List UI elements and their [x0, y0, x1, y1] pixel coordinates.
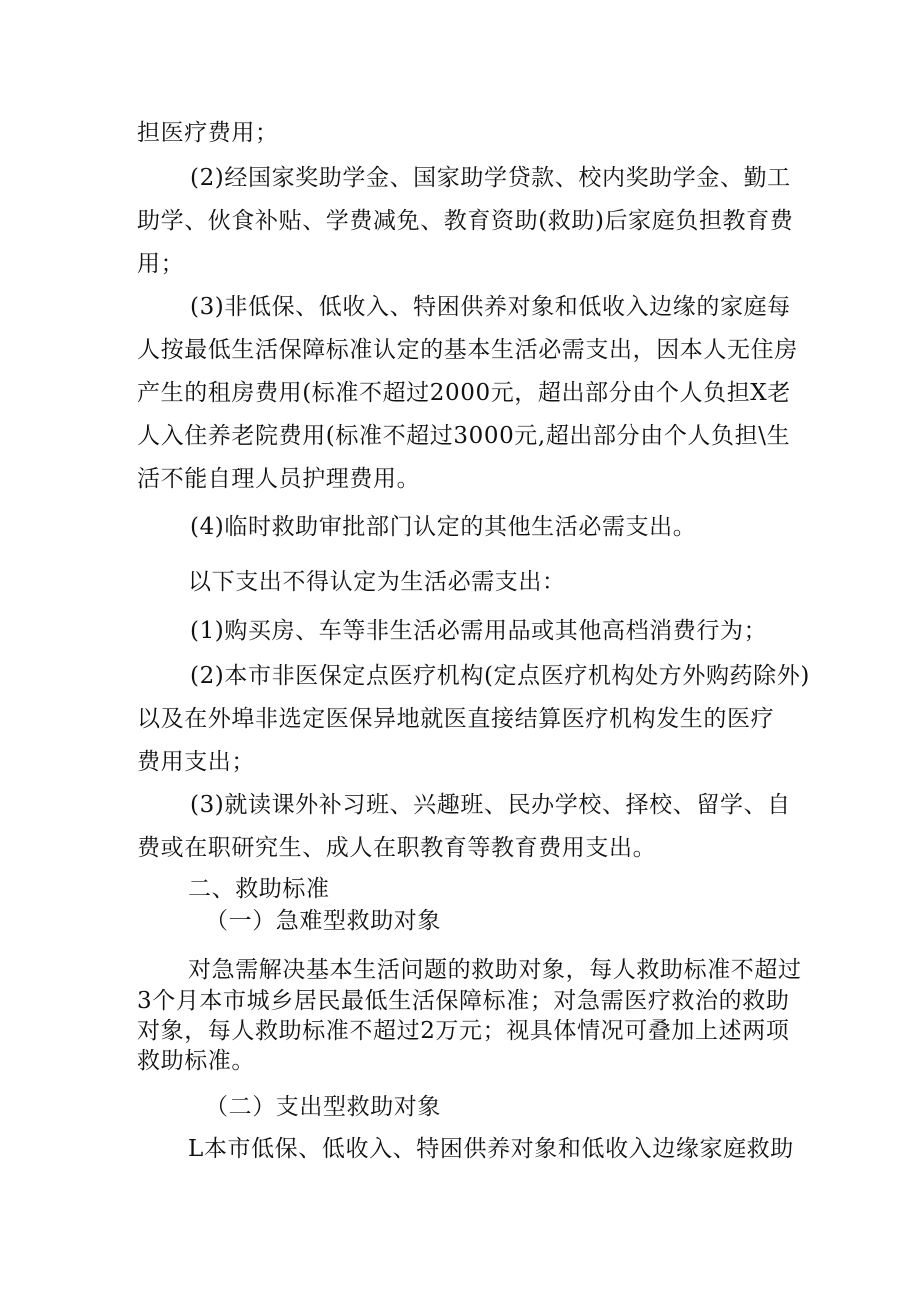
text-line-11: 以下支出不得认定为生活必需支出： [188, 569, 566, 595]
text-line-9: 活不能自理人员护理费用。 [137, 466, 421, 492]
subsection-heading-1: （一）急难型救助对象 [205, 908, 441, 934]
subsection-heading-2: （二）支出型救助对象 [205, 1094, 441, 1120]
text-line-22: 对象，每人救助标准不超过2万元；视具体情况可叠加上述两项 [137, 1018, 790, 1044]
text-line-6: 人按最低生活保障标准认定的基本生活必需支出，因本人无住房 [137, 337, 798, 363]
text-line-3: 助学、伙食补贴、学费减免、教育资助(救助)后家庭负担教育费 [137, 208, 794, 234]
text-line-25: L本市低保、低收入、特困供养对象和低收入边缘家庭救助 [188, 1136, 794, 1162]
text-line-15: 费用支出； [137, 749, 255, 775]
text-line-20: 对急需解决基本生活问题的救助对象，每人救助标准不超过 [188, 957, 802, 983]
text-line-13: (2)本市非医保定点医疗机构(定点医疗机构处方外购药除外) [190, 663, 810, 689]
text-line-12: (1)购买房、车等非生活必需用品或其他高档消费行为； [190, 618, 768, 644]
text-line-7: 产生的租房费用(标准不超过2000元，超出部分由个人负担X老 [137, 380, 791, 406]
text-line-16: (3)就读课外补习班、兴趣班、民办学校、择校、留学、自 [190, 792, 791, 818]
text-line-17: 费或在职研究生、成人在职教育等教育费用支出。 [137, 835, 657, 861]
text-line-14: 以及在外埠非选定医保异地就医直接结算医疗机构发生的医疗 [137, 706, 775, 732]
section-heading: 二、救助标准 [188, 876, 330, 902]
text-line-10: (4)临时救助审批部门认定的其他生活必需支出。 [190, 514, 697, 540]
text-line-23: 救助标准。 [137, 1048, 255, 1074]
text-line-1: 担医疗费用； [137, 120, 279, 146]
text-line-4: 用； [137, 251, 185, 277]
text-line-21: 3个月本市城乡居民最低生活保障标准；对急需医疗救治的救助 [137, 988, 790, 1014]
text-line-2: (2)经国家奖助学金、国家助学贷款、校内奖助学金、勤工 [190, 165, 791, 191]
text-line-5: (3)非低保、低收入、特困供养对象和低收入边缘的家庭每 [190, 294, 791, 320]
text-line-8: 人入住养老院费用(标准不超过3000元,超出部分由个人负担\生 [137, 423, 791, 449]
